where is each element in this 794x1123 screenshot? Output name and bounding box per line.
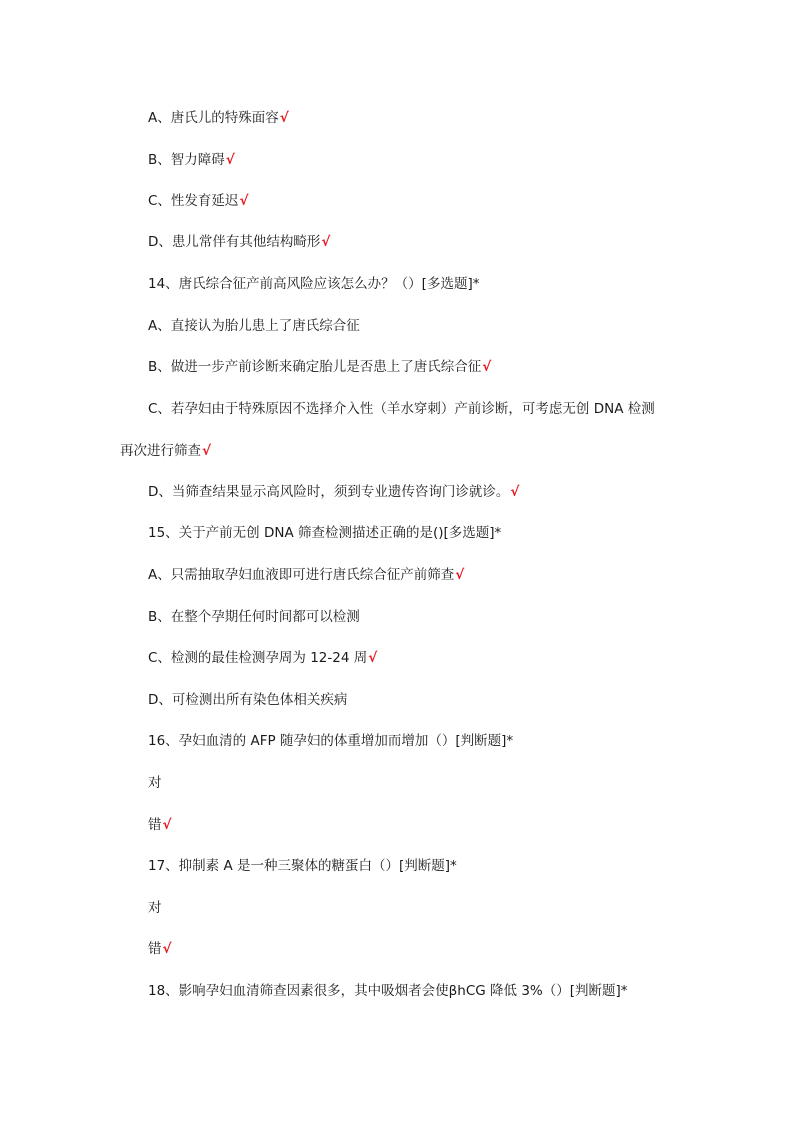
option-text: 错 xyxy=(148,941,162,957)
question-text: 14、唐氏综合征产前高风险应该怎么办？（）[多选题]* xyxy=(148,276,480,292)
q15-option-d xyxy=(148,690,347,710)
q15-option-b xyxy=(148,607,360,627)
q13-option-a xyxy=(148,108,289,128)
question-text: 15、关于产前无创 DNA 筛查检测描述正确的是()[多选题]* xyxy=(148,525,502,541)
q14-option-b xyxy=(148,357,491,377)
option-text: C、性发育延迟 xyxy=(148,193,239,209)
option-text: A、只需抽取孕妇血液即可进行唐氏综合征产前筛查 xyxy=(148,567,455,583)
q13-option-d xyxy=(148,232,330,252)
option-text: 错 xyxy=(148,817,162,833)
check-mark-icon: √ xyxy=(482,359,492,375)
q16-option-false xyxy=(148,815,172,835)
question-18 xyxy=(148,981,628,1001)
check-mark-icon: √ xyxy=(225,152,235,168)
q15-option-a xyxy=(148,565,464,585)
check-mark-icon: √ xyxy=(162,941,172,957)
q16-option-true xyxy=(148,773,162,793)
q15-option-c xyxy=(148,648,377,668)
check-mark-icon: √ xyxy=(202,443,212,459)
q17-option-true xyxy=(148,898,162,918)
option-text: 对 xyxy=(148,900,162,916)
option-text: B、智力障碍 xyxy=(148,152,225,168)
option-text: B、做进一步产前诊断来确定胎儿是否患上了唐氏综合征 xyxy=(148,359,482,375)
option-text: 对 xyxy=(148,775,162,791)
check-mark-icon: √ xyxy=(368,650,378,666)
q17-option-false xyxy=(148,939,172,959)
check-mark-icon: √ xyxy=(239,193,249,209)
q14-option-a xyxy=(148,316,360,336)
check-mark-icon: √ xyxy=(162,817,172,833)
option-text: D、患儿常伴有其他结构畸形 xyxy=(148,234,321,250)
question-14 xyxy=(148,274,479,294)
option-text: D、可检测出所有染色体相关疾病 xyxy=(148,692,348,708)
question-text: 18、影响孕妇血清筛查因素很多，其中吸烟者会使βhCG 降低 3%（）[判断题]* xyxy=(148,983,628,999)
check-mark-icon: √ xyxy=(279,110,289,126)
q14-option-c xyxy=(148,399,655,419)
q14-option-d xyxy=(148,482,519,502)
option-text: A、唐氏儿的特殊面容 xyxy=(148,110,279,126)
option-text: D、当筛查结果显示高风险时，须到专业遗传咨询门诊就诊。 xyxy=(148,484,510,500)
check-mark-icon: √ xyxy=(321,234,331,250)
option-text: 再次进行筛查 xyxy=(120,443,201,459)
q14-option-c-continued xyxy=(120,441,211,461)
question-text: 17、抑制素 A 是一种三聚体的糖蛋白（）[判断题]* xyxy=(148,858,457,874)
question-16 xyxy=(148,731,513,751)
option-text: B、在整个孕期任何时间都可以检测 xyxy=(148,609,360,625)
check-mark-icon: √ xyxy=(455,567,465,583)
option-text: C、若孕妇由于特殊原因不选择介入性（羊水穿刺）产前诊断，可考虑无创 DNA 检测 xyxy=(148,401,655,417)
option-text: A、直接认为胎儿患上了唐氏综合征 xyxy=(148,318,360,334)
check-mark-icon: √ xyxy=(510,484,520,500)
question-17 xyxy=(148,856,457,876)
q13-option-b xyxy=(148,150,235,170)
question-15 xyxy=(148,523,501,543)
q13-option-c xyxy=(148,191,248,211)
option-text: C、检测的最佳检测孕周为 12-24 周 xyxy=(148,650,368,666)
question-text: 16、孕妇血清的 AFP 随孕妇的体重增加而增加（）[判断题]* xyxy=(148,733,514,749)
